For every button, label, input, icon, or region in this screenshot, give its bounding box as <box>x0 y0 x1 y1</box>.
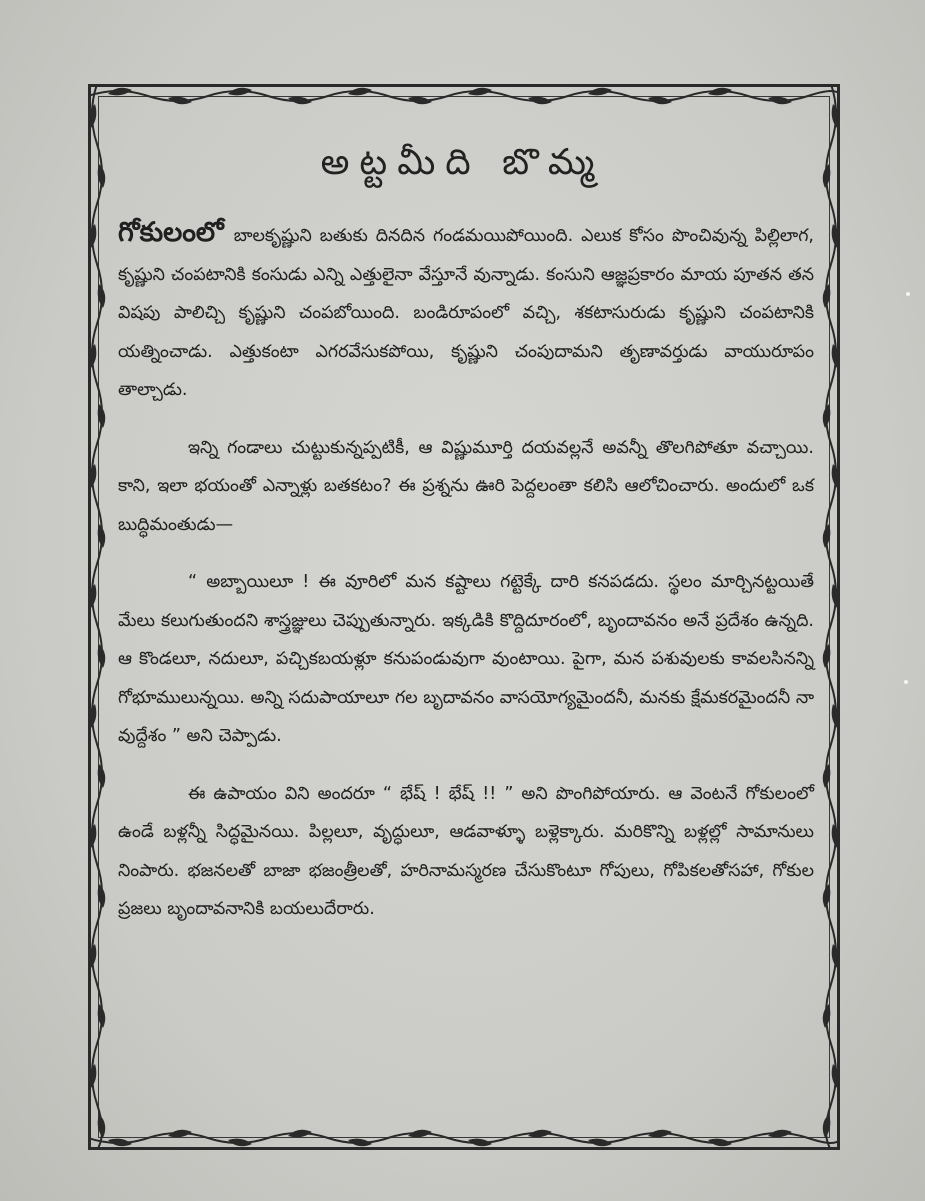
left-vine-border <box>84 84 110 1150</box>
paragraph-1 <box>118 214 814 410</box>
story-title: అట్టమీది బొమ్మ <box>320 142 605 183</box>
scan-speck <box>904 680 908 684</box>
story-body <box>118 214 814 929</box>
paragraph-2: ఇన్ని గండాలు చుట్టుకున్నప్పటికీ, ఆ విష్ణుమూర్తి దయవల్లనే అవన్నీ తొలగిపోతూ వచ్చాయి. కాని, ఇలా భయంతో ఎన్నాళ్లు బతకటం? ఈ ప్రశ్నను ఊరి పెద్దలంతా కలిసి ఆలోచించారు. అందులో ఒక బుద్ధిమంతుడు— <box>118 437 814 535</box>
scan-speck <box>906 292 910 296</box>
paragraph-3: “ అబ్బాయిలూ ! ఈ వూరిలో మన కష్టాలు గట్టెక్కే దారి కనపడదు. స్థలం మార్చినట్టయితే మేలు కలుగుతుందని శాస్త్రజ్ఞులు చెప్పుతున్నారు. ఇక్కడికి కొద్దిదూరంలో, బృందావనం అనే ప్రదేశం ఉన్నది. ఆ కొండలూ, నదులూ, పచ్చికబయళ్లూ కనుపండువుగా వుంటాయి. పైగా, మన పశువులకు కావలసినన్ని గోభూములున్నయి. అన్ని సదుపాయాలూ గల బృదావనం వాసయోగ్యమైందనీ, మనకు క్షేమకరమైందనీ నా వుద్దేశం ” అని చెప్పాడు. <box>118 572 814 746</box>
right-vine-border <box>818 84 844 1150</box>
bottom-vine-border <box>88 1126 840 1150</box>
paragraph-4: ఈ ఉపాయం విని అందరూ “ భేష్ ! భేష్ !! ” అని పొంగిపోయారు. ఆ వెంటనే గోకులంలో ఉండే బళ్లన్నీ సిద్ధమైనయి. పిల్లలూ, వృద్ధులూ, ఆడవాళ్ళూ బళ్లెక్కారు. మరికొన్ని బళ్లల్లో సామానులు నింపారు. భజనలతో బాజా భజంత్రీలతో, హరినామస్మరణ చేసుకొంటూ గోపులు, గోపికలతోసహా, గోకుల ప్రజలు బృందావనానికి బయలుదేరారు. <box>118 783 814 919</box>
paragraph-text: బాలకృష్ణుని బతుకు దినదిన గండమయిపోయింది. ఎలుక కోసం పొంచివున్న పిల్లిలాగ, కృష్ణుని చంపటానికి కంసుడు ఎన్ని ఎత్తులైనా వేస్తూనే వున్నాడు. కంసుని ఆజ్ఞప్రకారం మాయ పూతన తన విషపు పాలిచ్చి కృష్ణుని చంపబోయింది. బండిరూపంలో వచ్చి, శకటాసురుడు కృష్ణుని చంపటానికి యత్నించాడు. ఎత్తుకంటా ఎగరవేసుకపోయి, కృష్ణుని చంపుదామని తృణావర్తుడు వాయురూపం తాల్చాడు. <box>118 226 814 400</box>
drop-lead-word: గోకులంలో <box>118 217 224 248</box>
top-vine-border <box>88 84 840 108</box>
